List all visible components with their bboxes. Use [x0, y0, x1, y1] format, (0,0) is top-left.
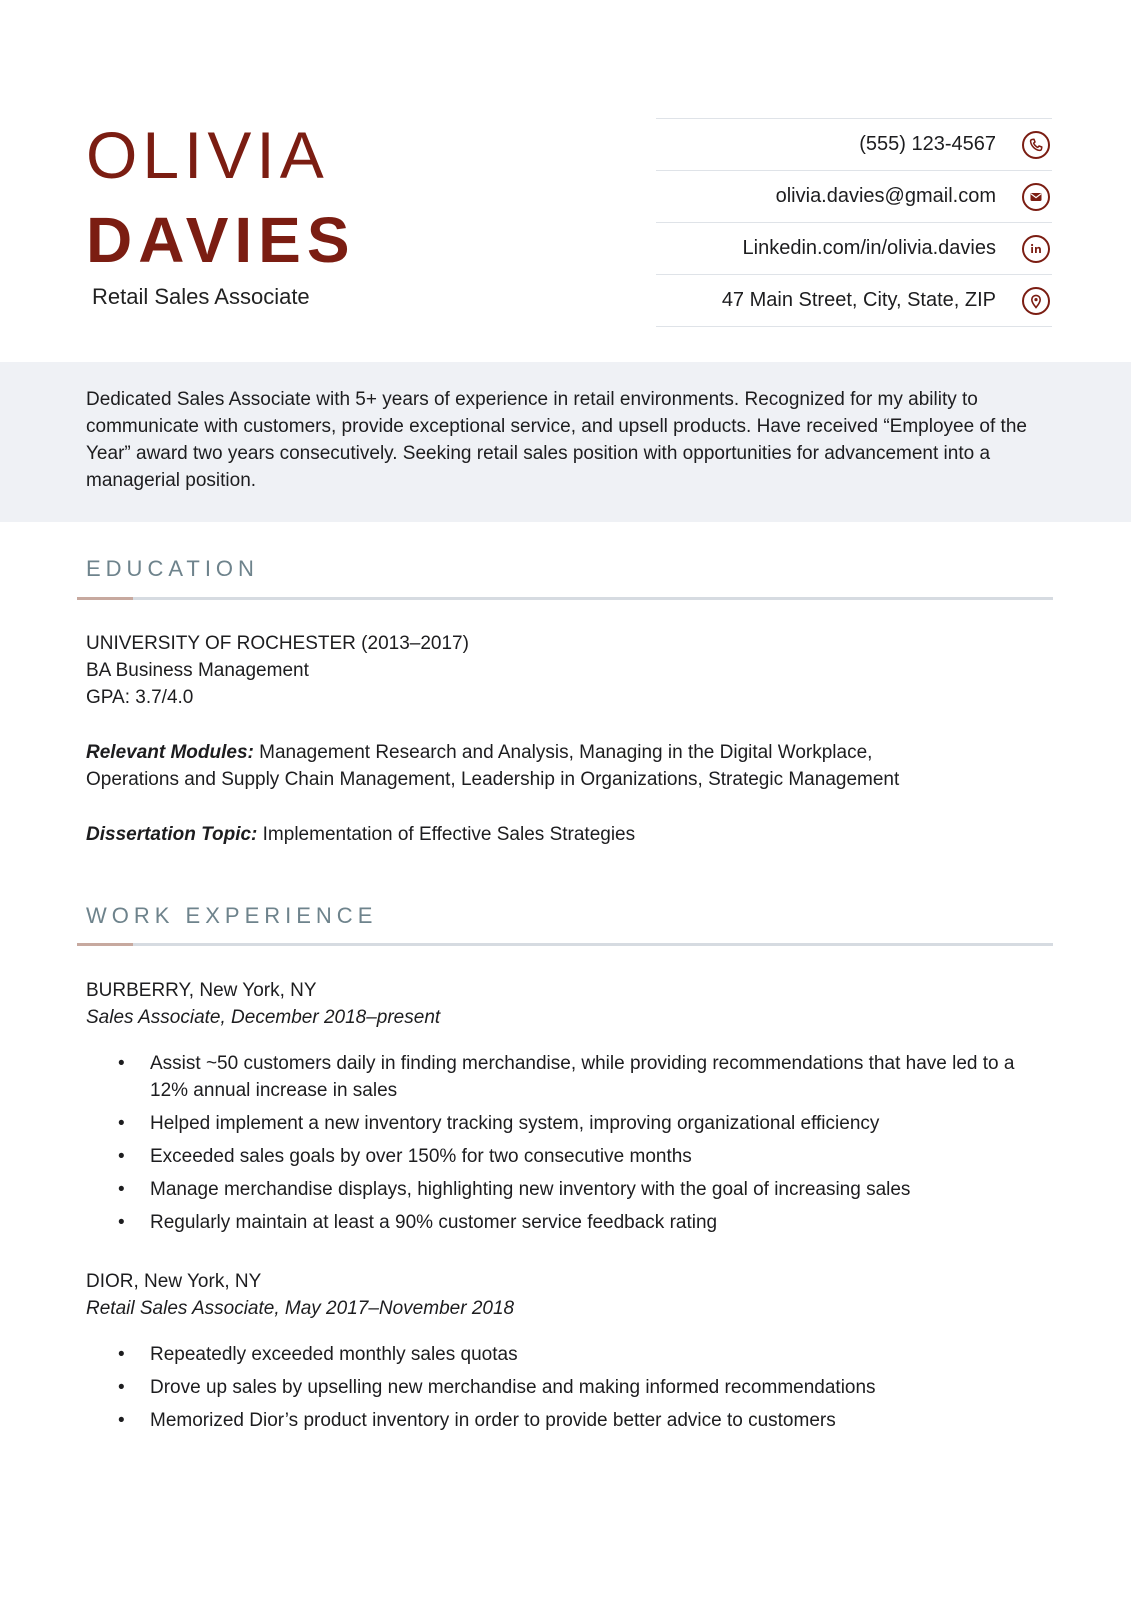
last-name: DAVIES: [86, 204, 356, 276]
relevant-modules-text: Management Research and Analysis, Managing in the Digital Workplace,: [253, 742, 873, 763]
bullet-icon: •: [118, 1146, 125, 1167]
phone-icon: [1022, 131, 1050, 159]
list-item: [118, 1176, 1038, 1203]
bullet-text: Repeatedly exceeded monthly sales quotas: [150, 1344, 518, 1365]
contact-row-email: [656, 171, 1052, 223]
list-item: [118, 1143, 1038, 1170]
list-item: [118, 1110, 1038, 1137]
list-item: [118, 1407, 1038, 1434]
work-experience-heading: WORK EXPERIENCE: [86, 903, 378, 928]
job-title: Retail Sales Associate: [92, 284, 310, 309]
email-icon: [1022, 183, 1050, 211]
list-item: [118, 1209, 1038, 1236]
bullet-icon: •: [118, 1179, 125, 1200]
street-address: 47 Main Street, City, State, ZIP: [721, 289, 996, 311]
relevant-modules-line1: [86, 739, 872, 766]
contact-row-linkedin: [656, 223, 1052, 275]
job-bullet-list: [118, 1341, 1038, 1440]
bullet-text: Drove up sales by upselling new merchandise and making informed recommendations: [150, 1377, 876, 1398]
relevant-modules-line2: Operations and Supply Chain Management, Leadership in Organizations, Strategic Management: [86, 769, 900, 790]
bullet-text: Regularly maintain at least a 90% customer service feedback rating: [150, 1212, 718, 1233]
contact-row-phone: [656, 119, 1052, 171]
education-gpa: GPA: 3.7/4.0: [86, 687, 194, 708]
summary-text: Dedicated Sales Associate with 5+ years of experience in retail environments. Recognized for my ability to communicate with customers, provide exceptional service, and upsell products. Have received “Employee of the Year” award two years consecutively. Seeking retail sales position with opportunities for advancement into a managerial position.: [86, 389, 1027, 491]
email-address[interactable]: olivia.davies@gmail.com: [775, 185, 996, 207]
bullet-text: Manage merchandise displays, highlighting new inventory with the goal of increasing sales: [150, 1179, 911, 1200]
summary-band: [0, 362, 1131, 522]
education-divider: [77, 597, 1053, 600]
job-employer: BURBERRY, New York, NY: [86, 980, 317, 1001]
bullet-icon: •: [118, 1113, 125, 1134]
divider-accent: [77, 597, 133, 600]
bullet-text: Exceeded sales goals by over 150% for two consecutive months: [150, 1146, 692, 1167]
phone-number[interactable]: (555) 123-4567: [859, 133, 996, 155]
education-degree: BA Business Management: [86, 660, 309, 681]
linkedin-url[interactable]: Linkedin.com/in/olivia.davies: [742, 237, 996, 259]
contact-row-address: [656, 275, 1052, 327]
linkedin-icon: [1022, 235, 1050, 263]
job-bullet-list: [118, 1050, 1038, 1242]
job-role: Retail Sales Associate, May 2017–November 2018: [86, 1298, 515, 1319]
relevant-modules-label: Relevant Modules:: [86, 742, 254, 763]
dissertation-label: Dissertation Topic:: [86, 824, 258, 845]
education-heading: EDUCATION: [86, 556, 259, 581]
work-experience-divider: [77, 943, 1053, 946]
bullet-icon: •: [118, 1344, 125, 1365]
education-school: UNIVERSITY OF ROCHESTER (2013–2017): [86, 633, 469, 654]
location-pin-icon: [1022, 287, 1050, 315]
bullet-icon: •: [118, 1410, 125, 1431]
bullet-text: Helped implement a new inventory tracking system, improving organizational efficiency: [150, 1113, 880, 1134]
bullet-icon: •: [118, 1053, 125, 1074]
list-item: [118, 1341, 1038, 1368]
bullet-icon: •: [118, 1212, 125, 1233]
dissertation-text: Implementation of Effective Sales Strategies: [257, 824, 636, 845]
list-item: [118, 1050, 1038, 1104]
job-role: Sales Associate, December 2018–present: [86, 1007, 441, 1028]
list-item: [118, 1374, 1038, 1401]
job-employer: DIOR, New York, NY: [86, 1271, 262, 1292]
contact-list: [656, 118, 1052, 327]
bullet-text: Memorized Dior’s product inventory in order to provide better advice to customers: [150, 1410, 836, 1431]
bullet-text: Assist ~50 customers daily in finding merchandise, while providing recommendations that have led to a 12% annual increase in sales: [150, 1053, 1015, 1101]
bullet-icon: •: [118, 1377, 125, 1398]
dissertation-line: [86, 821, 635, 848]
first-name: OLIVIA: [86, 118, 329, 192]
divider-accent: [77, 943, 133, 946]
